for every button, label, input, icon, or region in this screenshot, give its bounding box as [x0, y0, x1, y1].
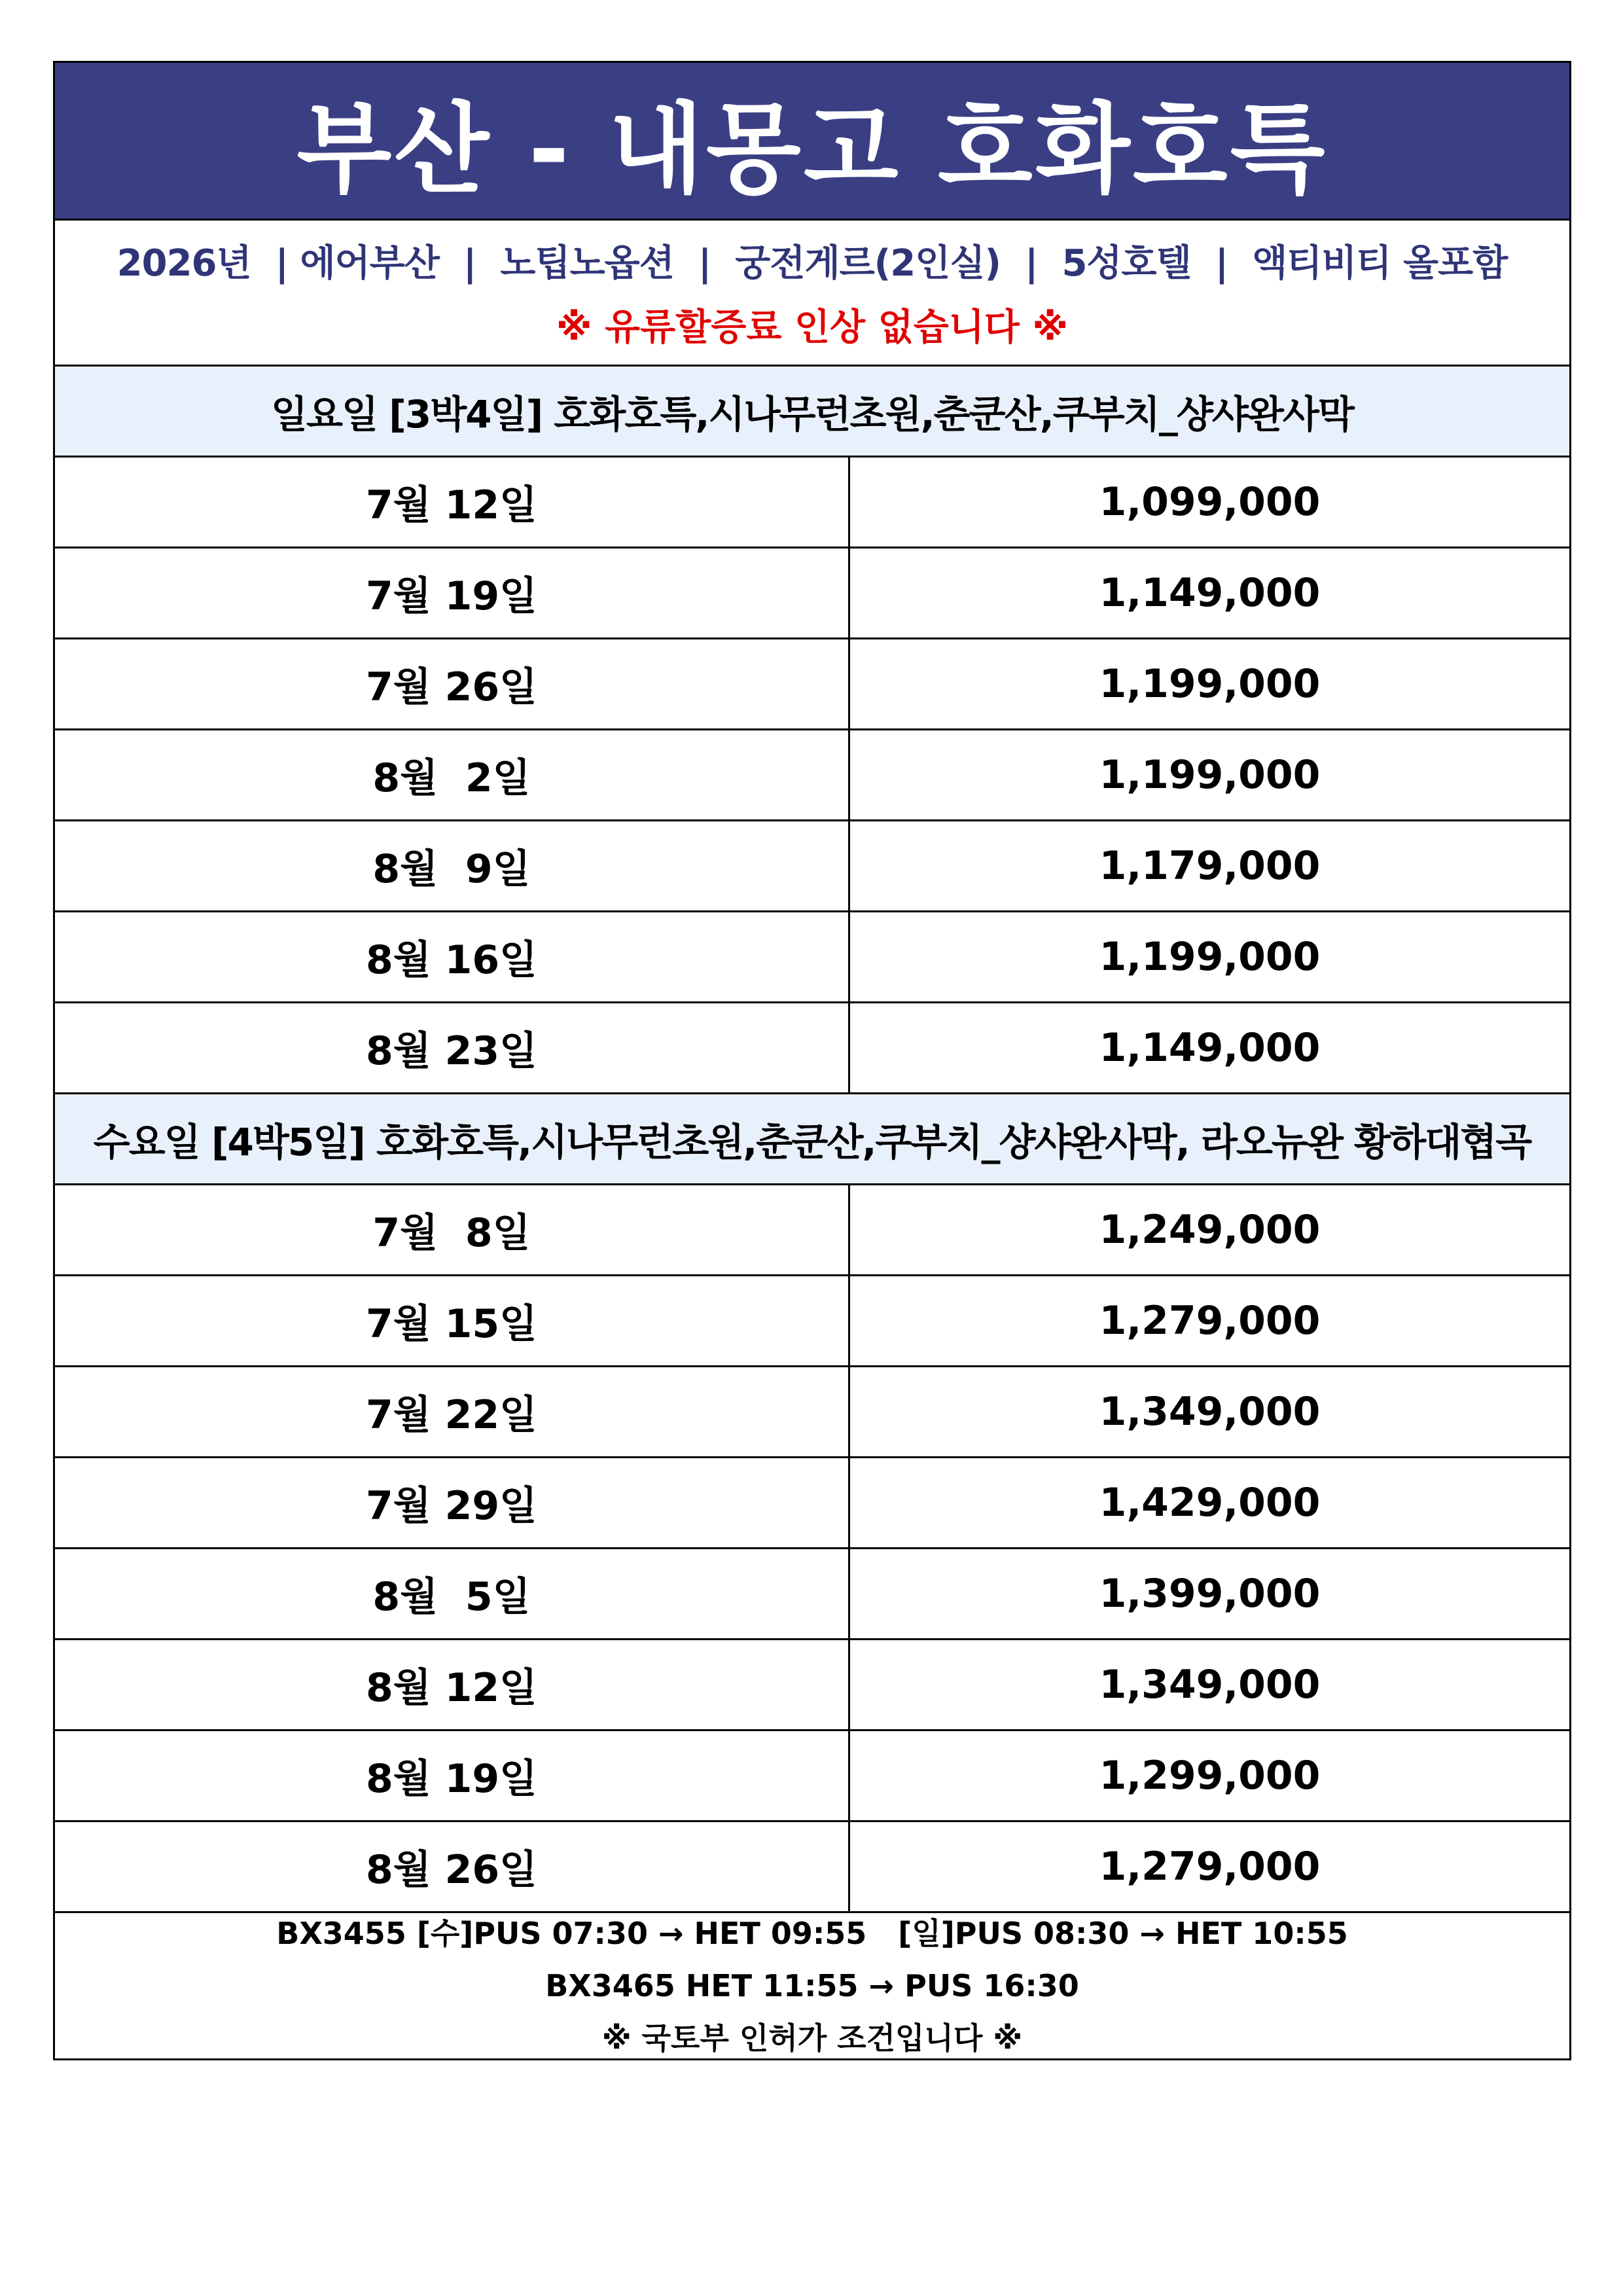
price: 1,429,000: [1099, 1480, 1321, 1526]
info-panel: [55, 221, 1569, 367]
departure-date: 8월 19일: [55, 1731, 850, 1820]
departure-date: 7월 19일: [55, 548, 850, 637]
price-sheet: [53, 61, 1571, 2060]
table-row: [55, 1549, 1569, 1640]
table-row: [55, 1731, 1569, 1822]
return-flight: BX3465 HET 11:55 → PUS 16:30: [545, 1968, 1079, 2003]
price: 1,199,000: [1099, 934, 1321, 980]
price: 1,199,000: [1099, 752, 1321, 798]
departure-date: 7월 26일: [55, 639, 850, 728]
table-row: [55, 639, 1569, 730]
table-row: [55, 1367, 1569, 1458]
table-row: [55, 1276, 1569, 1367]
approval-note: ※ 국토부 인허가 조건입니다 ※: [601, 2020, 1023, 2056]
price: 1,399,000: [1099, 1571, 1321, 1617]
departure-date: 8월 26일: [55, 1822, 850, 1911]
price: 1,299,000: [1099, 1753, 1321, 1799]
departure-date: 8월 23일: [55, 1003, 850, 1092]
price: 1,149,000: [1099, 1025, 1321, 1071]
departure-date: 8월 5일: [55, 1549, 850, 1638]
price: 1,149,000: [1099, 570, 1321, 616]
departure-date: 8월 9일: [55, 821, 850, 910]
outbound-flight: BX3455 [수]PUS 07:30 → HET 09:55 [일]PUS 08:30 → HET 10:55: [276, 1916, 1348, 1951]
section-header-sunday: 일요일 [3박4일] 호화호특,시나무런초원,춘쿤산,쿠부치_샹샤완사막: [55, 367, 1569, 457]
departure-date: 7월 22일: [55, 1367, 850, 1456]
table-row: [55, 730, 1569, 821]
price: 1,179,000: [1099, 843, 1321, 889]
price: 1,199,000: [1099, 661, 1321, 707]
table-row: [55, 912, 1569, 1003]
table-row: [55, 548, 1569, 639]
departure-date: 7월 8일: [55, 1185, 850, 1274]
table-row: [55, 457, 1569, 548]
price: 1,349,000: [1099, 1662, 1321, 1708]
table-row: [55, 1822, 1569, 1913]
price: 1,279,000: [1099, 1844, 1321, 1890]
page-title: 부산 - 내몽고 호화호특: [55, 63, 1569, 221]
section-header-wednesday: 수요일 [4박5일] 호화호특,시나무런초원,춘쿤산,쿠부치_샹샤완사막, 라오뉴완 황하대협곡: [55, 1094, 1569, 1185]
departure-date: 7월 12일: [55, 457, 850, 547]
price: 1,099,000: [1099, 479, 1321, 525]
table-row: [55, 1185, 1569, 1276]
table-row: [55, 1458, 1569, 1549]
info-line: 2026년 | 에어부산 | 노팁노옵션 | 궁전게르(2인실) | 5성호텔 | 액티비티 올포함: [116, 242, 1508, 285]
departure-date: 8월 16일: [55, 912, 850, 1001]
price: 1,349,000: [1099, 1389, 1321, 1435]
price: 1,249,000: [1099, 1207, 1321, 1253]
departure-date: 8월 12일: [55, 1640, 850, 1729]
table-row: [55, 1640, 1569, 1731]
departure-date: 7월 15일: [55, 1276, 850, 1365]
flight-info: [55, 1913, 1569, 2058]
table-row: [55, 1003, 1569, 1094]
table-row: [55, 821, 1569, 912]
departure-date: 8월 2일: [55, 730, 850, 819]
departure-date: 7월 29일: [55, 1458, 850, 1547]
price: 1,279,000: [1099, 1298, 1321, 1344]
fuel-surcharge-notice: ※ 유류할증료 인상 없습니다 ※: [556, 306, 1068, 349]
